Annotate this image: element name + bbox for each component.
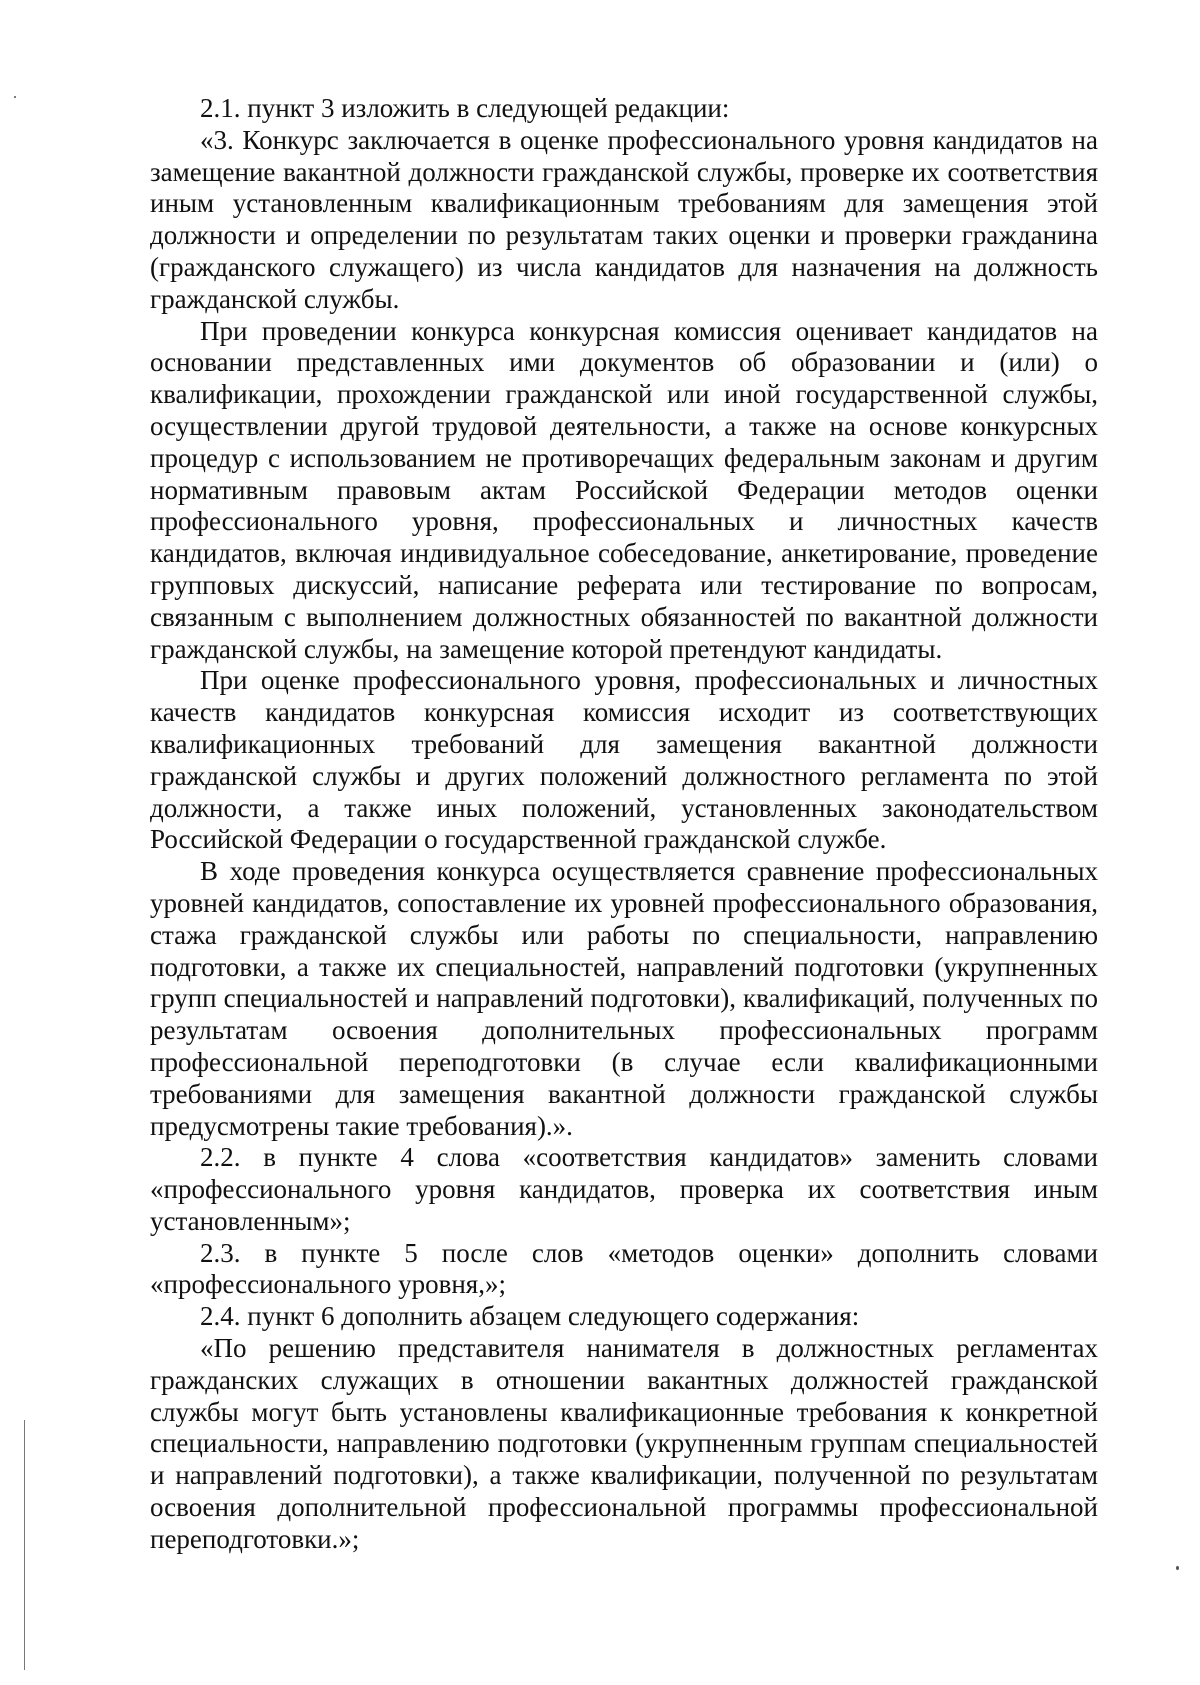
paragraph-item-3-intro: «3. Конкурс заключается в оценке профессионального уровня кандидатов на замещение вакантной должности гражданской службы, проверке их соответствия иным установленным квалификационным требованиям для замещения этой должности и определении по результатам таких оценки и проверки гражданина (гражданского служащего) из числа кандидатов для назначения на должность гражданской службы. bbox=[150, 124, 1098, 314]
paragraph-item-3-assessment: При оценке профессионального уровня, профессиональных и личностных качеств кандидатов конкурсная комиссия исходит из соответствующих квалификационных требований для замещения вакантной должности гражданской службы и других положений должностного регламента по этой должности, а также иных положений, установленных законодательством Российской Федерации о государственной гражданской службе. bbox=[150, 665, 1098, 855]
paragraph-item-3-evaluation: При проведении конкурса конкурсная комиссия оценивает кандидатов на основании представленных ими документов об образовании и (или) о квалификации, прохождении гражданской или иной государственной службы, осуществлении другой трудовой деятельности, а также на основе конкурсных процедур с использованием не противоречащих федеральным законам и другим нормативным правовым актам Российской Федерации методов оценки профессионального уровня, профессиональных и личностных качеств кандидатов, включая индивидуальное собеседование, анкетирование, проведение групповых дискуссий, написание реферата или тестирование по вопросам, связанным с выполнением должностных обязанностей по вакантной должности гражданской службы, на замещение которой претендуют кандидаты. bbox=[150, 315, 1098, 664]
paragraph-2-2: 2.2. в пункте 4 слова «соответствия кандидатов» заменить словами «профессионального уровня кандидатов, проверка их соответствия иным установленным»; bbox=[150, 1142, 1098, 1236]
scan-speck-right bbox=[1176, 1566, 1179, 1570]
paragraph-2-4: 2.4. пункт 6 дополнить абзацем следующего содержания: bbox=[200, 1301, 860, 1332]
paragraph-item-3-comparison: В ходе проведения конкурса осуществляется сравнение профессиональных уровней кандидатов, сопоставление их уровней профессионального образования, стажа гражданской службы или работы по специальности, направлению подготовки, а также их специальностей, направлений подготовки (укрупненных групп специальностей и направлений подготовки), квалификаций, полученных по результатам освоения дополнительных профессиональных программ профессиональной переподготовки (в случае если квалификационными требованиями для замещения вакантной должности гражданской службы предусмотрены такие требования).». bbox=[150, 856, 1098, 1141]
paragraph-2-1: 2.1. пункт 3 изложить в следующей редакции: bbox=[200, 93, 730, 123]
scan-edge-line-left bbox=[24, 1420, 25, 1670]
scan-speck-top-left bbox=[14, 96, 16, 98]
paragraph-item-6-addition: «По решению представителя нанимателя в должностных регламентах гражданских служащих в отношении вакантных должностей гражданской службы могут быть установлены квалификационные требования к конкретной специальности, направлению подготовки (укрупненным группам специальностей и направлений подготовки), а также квалификации, полученной по результатам освоения дополнительной профессиональной программы профессиональной переподготовки.»; bbox=[150, 1333, 1098, 1554]
paragraph-2-3: 2.3. в пункте 5 после слов «методов оценки» дополнить словами «профессионального уровня,»; bbox=[150, 1237, 1098, 1300]
document-page bbox=[150, 93, 1098, 1556]
